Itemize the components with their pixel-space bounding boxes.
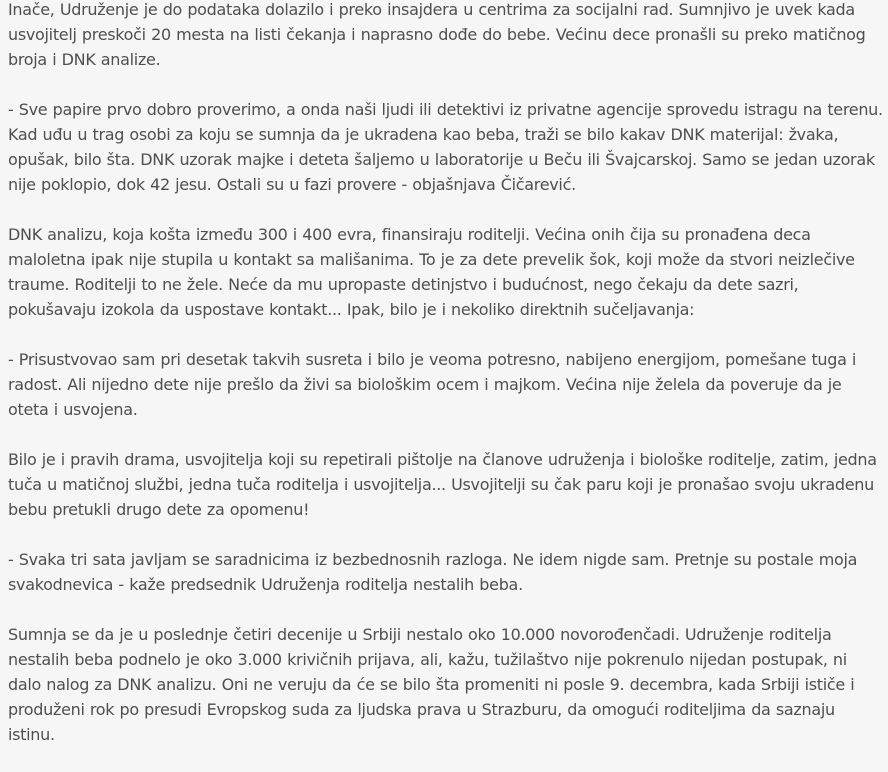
article-paragraph: - Svaka tri sata javljam se saradnicima iz bezbednosnih razloga. Ne idem nigde sam. Pretnje su postale moja svakodnevica - kaže predsednik Udruženja roditelja nestalih beba. xyxy=(8,550,858,594)
article-paragraph: Bilo je i pravih drama, usvojitelja koji su repetirali pištolje na članove udruženja i biološke roditelje, zatim, jedna tuča u matičnoj službi, jedna tuča roditelja i usvojitelja... Usvojitelji su čak paru koji je pronašao svoju ukradenu bebu pretukli drugo dete za opomenu! xyxy=(8,450,877,519)
article-paragraph: - Sve papire prvo dobro proverimo, a onda naši ljudi ili detektivi iz privatne agencije sprovedu istragu na terenu. Kad uđu u trag osobi za koju se sumnja da je ukradena kao beba, traži se bilo kakav DNK materijal: žvaka, opušak, bilo šta. DNK uzorak majke i deteta šaljemo u laboratorije u Beču ili Švajcarskoj. Samo se jedan uzorak nije poklopio, dok 42 jesu. Ostali su u fazi provere - objašnjava Čičarević. xyxy=(8,100,883,194)
article-paragraph: DNK analizu, koja košta između 300 i 400 evra, finansiraju roditelji. Većina onih čija su pronađena deca maloletna ipak nije stupila u kontakt sa mališanima. To je za dete prevelik šok, koji može da stvori neizlečive traume. Roditelji to ne žele. Neće da mu upropaste detinjstvo i budućnost, nego čekaju da dete sazri, pokušavaju izokola da uspostave kontakt... Ipak, bilo je i nekoliko direktnih sučeljavanja: xyxy=(8,225,855,319)
article-paragraph: Sumnja se da je u poslednje četiri decenije u Srbiji nestalo oko 10.000 novorođenčadi. Udruženje roditelja nestalih beba podnelo je oko 3.000 krivičnih prijava, ali, kažu, tužilaštvo nije pokrenulo nijedan postupak, ni dalo nalog za DNK analizu. Oni ne veruju da će se bilo šta promeniti ni posle 9. decembra, kada Srbiji ističe i produženi rok po presudi Evropskog suda za ljudska prava u Strazburu, da omogući roditeljima da saznaju istinu. xyxy=(8,625,855,744)
article-paragraph: Inače, Udruženje je do podataka dolazilo i preko insajdera u centrima za socijalni rad. Sumnjivo je uvek kada usvojitelj preskoči 20 mesta na listi čekanja i naprasno dođe do bebe. Većinu dece pronašli su preko matičnog broja i DNK analize. xyxy=(8,0,866,69)
article-paragraph: - Prisustvovao sam pri desetak takvih susreta i bilo je veoma potresno, nabijeno energijom, pomešane tuga i radost. Ali nijedno dete nije prešlo da živi sa biološkim ocem i majkom. Većina nije želela da poveruje da je oteta i usvojena. xyxy=(8,350,857,419)
